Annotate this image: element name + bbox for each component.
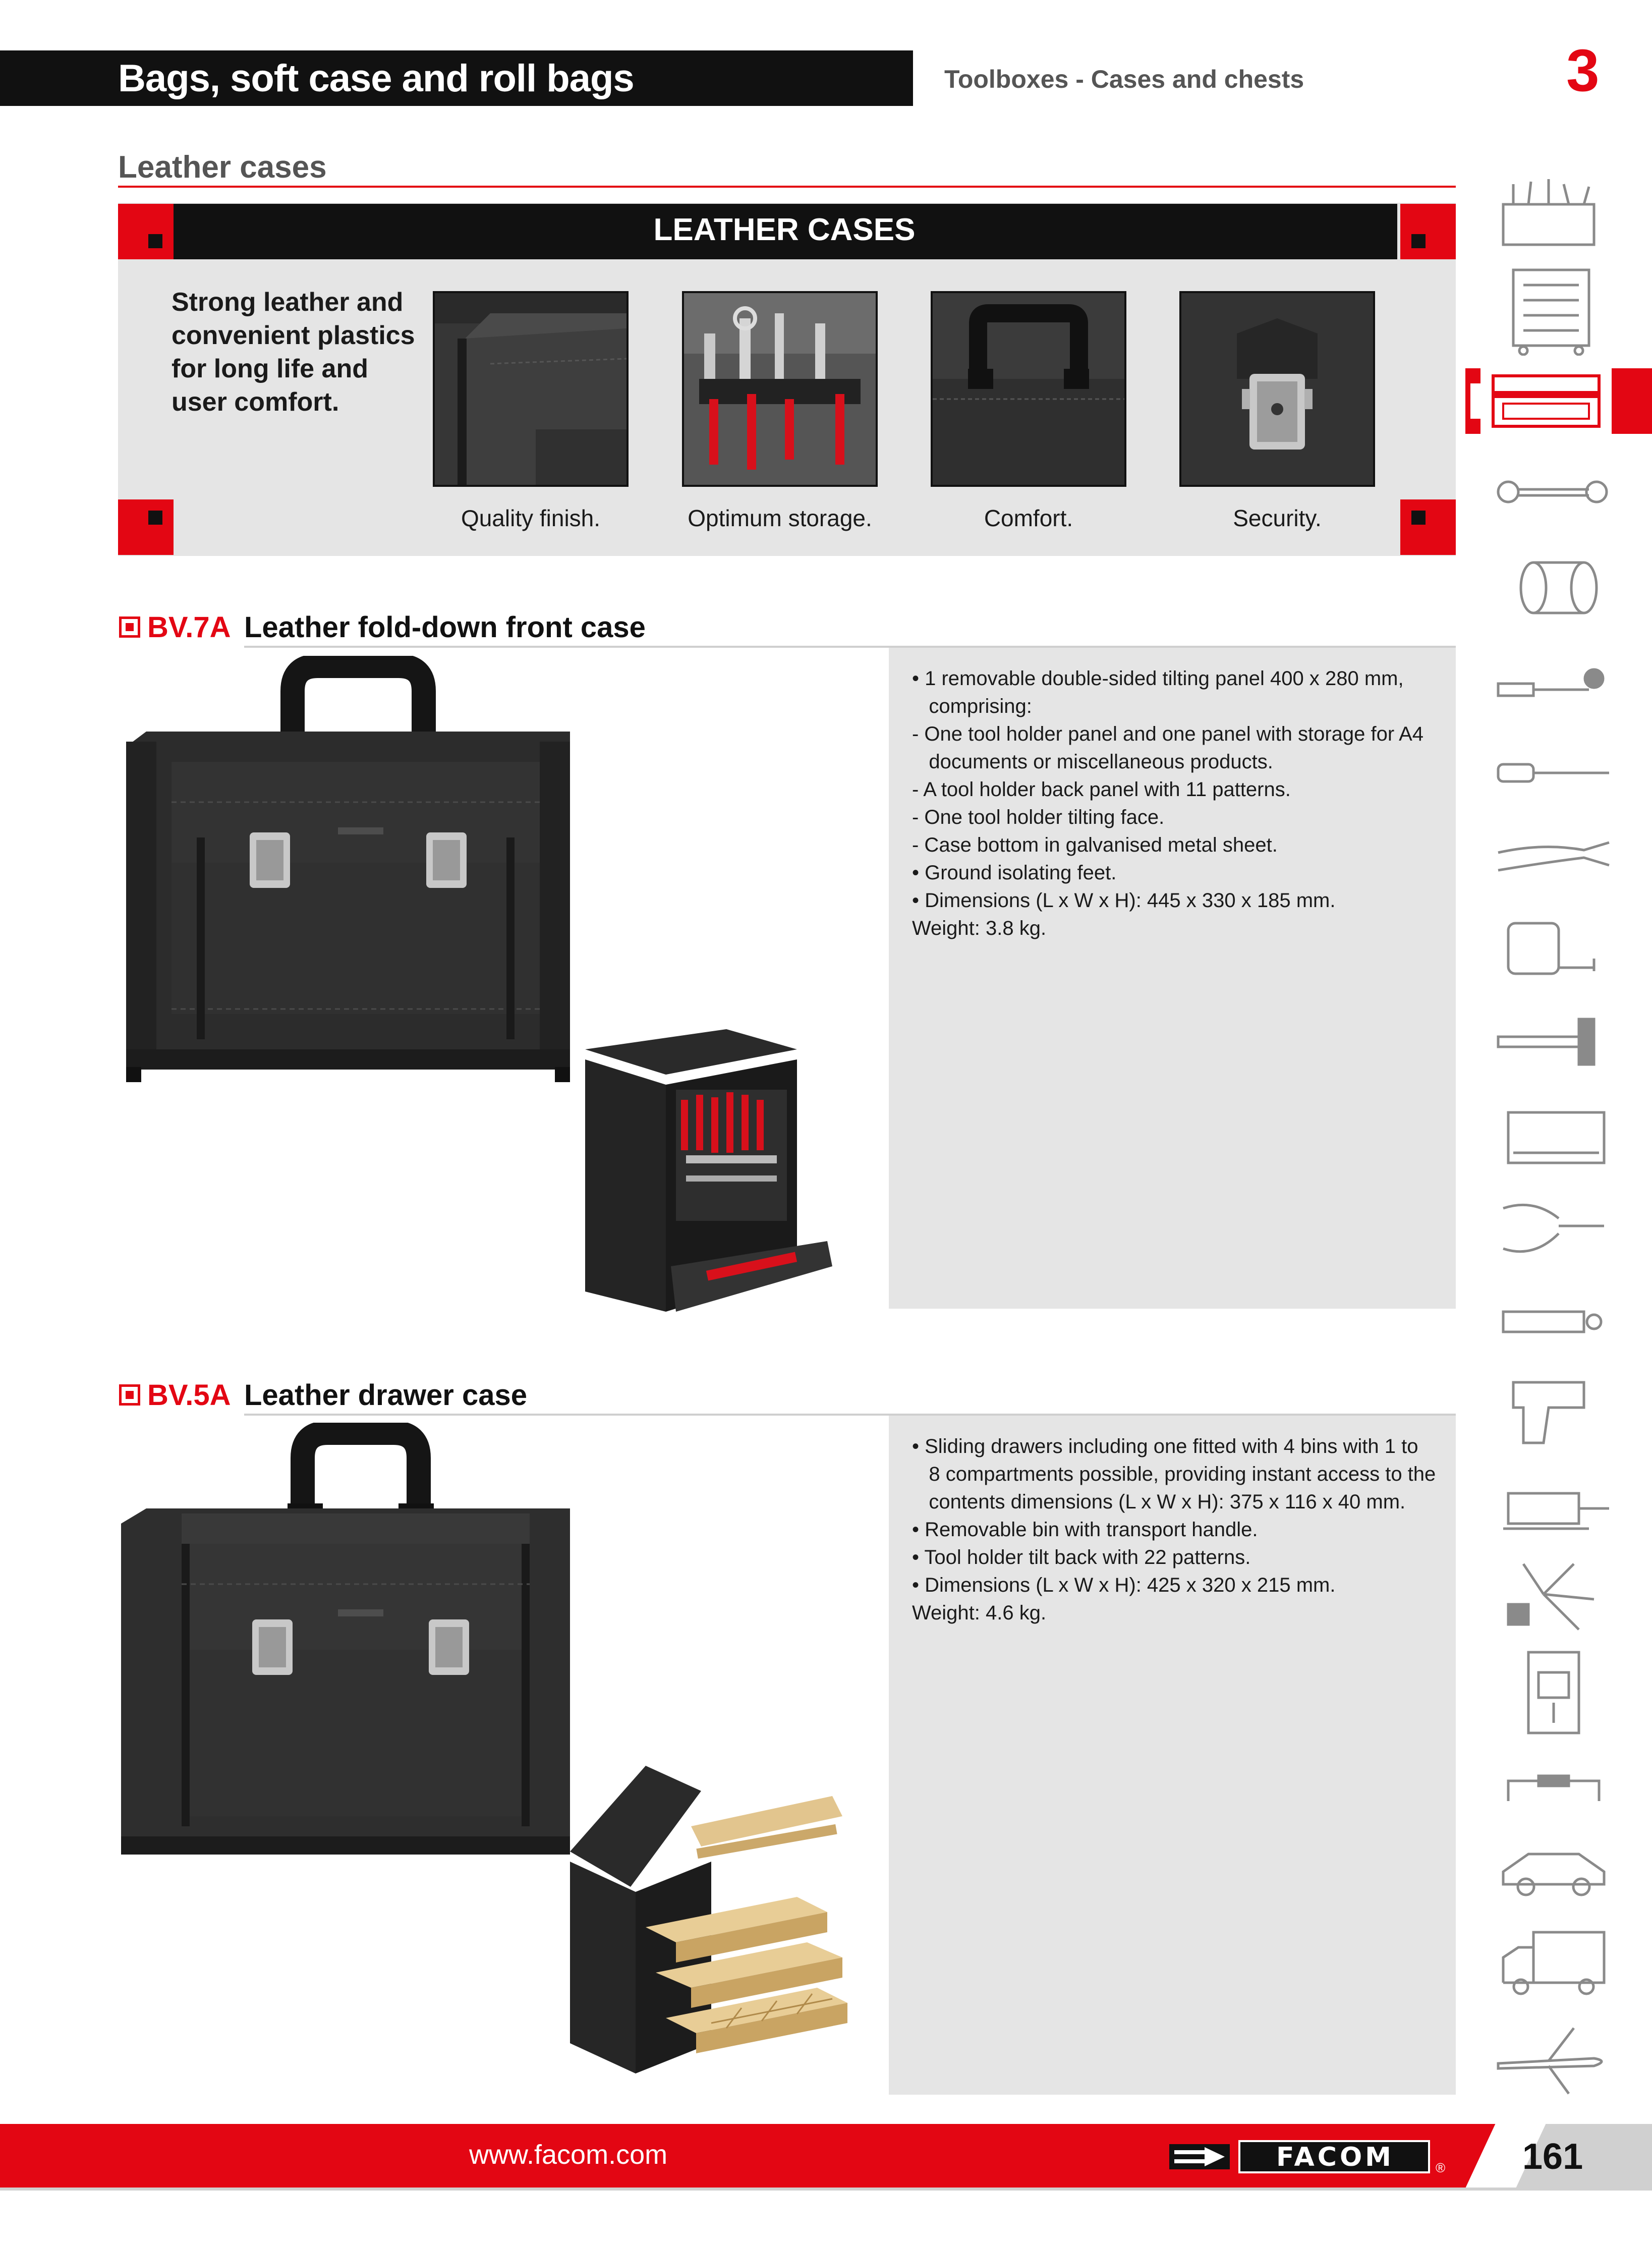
sidebar-active-marker [1465,368,1612,434]
section-rule [118,186,1456,188]
feature-caption: Quality finish. [461,505,601,531]
page-title: Bags, soft case and roll bags [118,57,634,100]
feature-image-optimum-storage [682,291,878,487]
description-line: • Tool holder tilt back with 22 patterns. [912,1546,1251,1568]
socket-icon[interactable] [1493,550,1614,626]
ratchet-icon[interactable] [1493,651,1614,726]
product-photo-bv5a-closed [116,1423,585,1867]
vice-icon[interactable] [1493,1463,1614,1539]
screwdriver-icon[interactable] [1493,734,1614,810]
feature-panel-title: LEATHER CASES [653,212,916,247]
footer-url-link[interactable]: www.facom.com [469,2140,668,2170]
tool-chest-icon[interactable] [1493,265,1614,341]
car-icon[interactable] [1493,1834,1614,1910]
product-name: Leather fold-down front case [244,611,646,644]
feature-caption: Comfort. [984,505,1073,531]
description-line: • Sliding drawers including one fitted with 4 bins with 1 to [912,1435,1418,1457]
description-line: Weight: 4.6 kg. [912,1602,1047,1624]
product-description [912,1433,1436,1627]
product-name: Leather drawer case [244,1379,527,1412]
feature-image-quality-finish [433,291,629,487]
description-line: contents dimensions (L x W x H): 375 x 116 x 40 mm. [912,1491,1406,1513]
intro-line: for long life and [172,354,368,383]
product-code: BV.5A [147,1379,231,1412]
page-number: 161 [1522,2137,1583,2177]
footer-underline [0,2188,1652,2191]
product-photo-bv7a-closed [116,656,585,1090]
description-line: 8 compartments possible, providing instant access to the [912,1463,1436,1485]
facom-brand: FACOM [1276,2142,1394,2172]
sidebar-active-tab[interactable] [1612,368,1652,434]
facom-logo-mark-icon [1169,2144,1230,2169]
product-photo-bv7a-open [575,1029,837,1322]
puller-icon[interactable] [1493,1188,1614,1264]
pliers-icon[interactable] [1493,822,1614,898]
intro-line: convenient plastics [172,321,415,350]
description-line: • Dimensions (L x W x H): 425 x 320 x 215 mm. [912,1574,1336,1596]
intro-line: Strong leather and [172,288,404,317]
airplane-icon[interactable] [1493,2023,1614,2099]
feature-panel-intro [172,286,434,419]
description-line: • 1 removable double-sided tilting panel 400 x 280 mm, [912,667,1404,690]
electrical-icon[interactable] [1493,1647,1614,1723]
description-line: • Dimensions (L x W x H): 445 x 330 x 185 mm. [912,889,1336,912]
intro-line: user comfort. [172,387,339,417]
chapter-number: 3 [1566,37,1600,104]
product-marker [119,1384,140,1406]
hacksaw-icon[interactable] [1493,1097,1614,1173]
description-line: • Removable bin with transport handle. [912,1519,1258,1541]
product-photo-bv5a-open [560,1761,863,2094]
feature-caption: Optimum storage. [688,505,872,531]
description-line: - One tool holder panel and one panel with storage for A4 [912,723,1424,745]
description-line: - One tool holder tilting face. [912,806,1165,828]
panel-corner-top-right [1400,204,1456,259]
impact-wrench-icon[interactable] [1493,1372,1614,1448]
hammer-icon[interactable] [1493,1004,1614,1080]
product-code: BV.7A [147,611,231,644]
handle-icon[interactable] [1493,1751,1614,1826]
description-line: - Case bottom in galvanised metal sheet. [912,834,1278,856]
description-line: Weight: 3.8 kg. [912,917,1047,939]
section-title: Leather cases [118,150,327,185]
product-description [912,665,1423,942]
panel-corner-bottom-left [118,499,174,555]
page-subtitle: Toolboxes - Cases and chests [944,65,1304,93]
truck-icon[interactable] [1493,1922,1614,1998]
product-marker [119,616,140,638]
panel-corner-bottom-right [1400,499,1456,555]
wrench-icon[interactable] [1493,454,1614,530]
feature-caption: Security. [1233,505,1322,531]
feature-image-security [1179,291,1375,487]
description-line: documents or miscellaneous products. [912,751,1273,773]
registered-mark: ® [1436,2160,1446,2175]
safety-icon[interactable] [1493,1554,1614,1630]
description-line: • Ground isolating feet. [912,862,1117,884]
description-line: - A tool holder back panel with 11 patterns. [912,778,1291,801]
tape-measure-icon[interactable] [1493,908,1614,984]
feature-image-comfort [931,291,1126,487]
tool-tray-icon[interactable] [1493,174,1614,250]
torque-wrench-icon[interactable] [1493,1284,1614,1360]
panel-corner-top-left [118,204,174,259]
description-line: comprising: [912,695,1032,717]
